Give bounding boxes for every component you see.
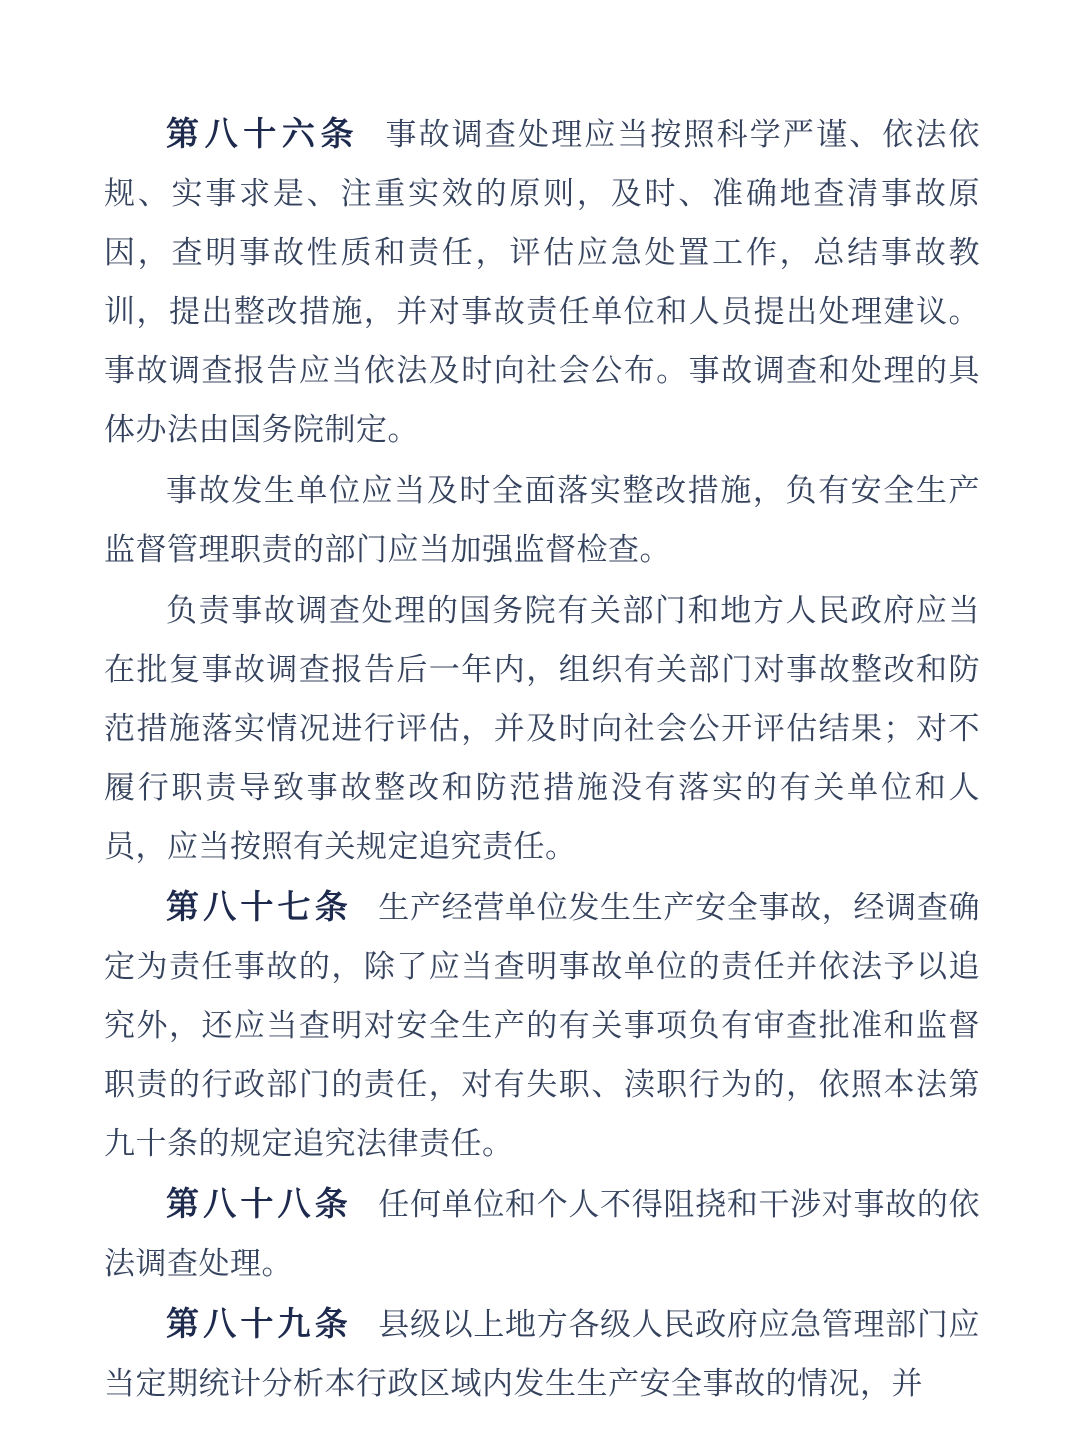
article-paragraph-86 <box>104 104 980 460</box>
paragraph-text: 生产经营单位发生生产安全事故，经调查确定为责任事故的，除了应当查明事故单位的责任并依法予以追究外，还应当查明对安全生产的有关事项负有审查批准和监督职责的行政部门的责任，对有失职、渎职行为的，依照本法第九十条的规定追究法律责任。 <box>104 890 981 1162</box>
article-paragraph-86-cont-1 <box>104 460 980 580</box>
article-number: 第八十八条 <box>166 1184 352 1223</box>
article-number: 第八十九条 <box>166 1304 352 1343</box>
paragraph-text: 县级以上地方各级人民政府应急管理部门应当定期统计分析本行政区域内发生生产安全事故的情况，并 <box>104 1307 981 1402</box>
paragraph-text: 任何单位和个人不得阻挠和干涉对事故的依法调查处理。 <box>104 1187 981 1282</box>
article-paragraph-87 <box>104 877 980 1174</box>
article-paragraph-86-cont-2 <box>104 580 980 877</box>
paragraph-text: 事故发生单位应当及时全面落实整改措施，负有安全生产监督管理职责的部门应当加强监督检查。 <box>104 473 980 568</box>
article-paragraph-89 <box>104 1294 980 1414</box>
text-block <box>104 104 980 1414</box>
paragraph-text: 负责事故调查处理的国务院有关部门和地方人民政府应当在批复事故调查报告后一年内，组织有关部门对事故整改和防范措施落实情况进行评估，并及时向社会公开评估结果；对不履行职责导致事故整改和防范措施没有落实的有关单位和人员，应当按照有关规定追究责任。 <box>104 593 980 865</box>
paragraph-text: 事故调查处理应当按照科学严谨、依法依规、实事求是、注重实效的原则，及时、准确地查清事故原因，查明事故性质和责任，评估应急处置工作，总结事故教训，提出整改措施，并对事故责任单位和人员提出处理建议。事故调查报告应当依法及时向社会公布。事故调查和处理的具体办法由国务院制定。 <box>104 117 980 448</box>
article-number: 第八十六条 <box>166 114 360 153</box>
article-paragraph-88 <box>104 1174 980 1294</box>
article-number: 第八十七条 <box>166 887 352 926</box>
